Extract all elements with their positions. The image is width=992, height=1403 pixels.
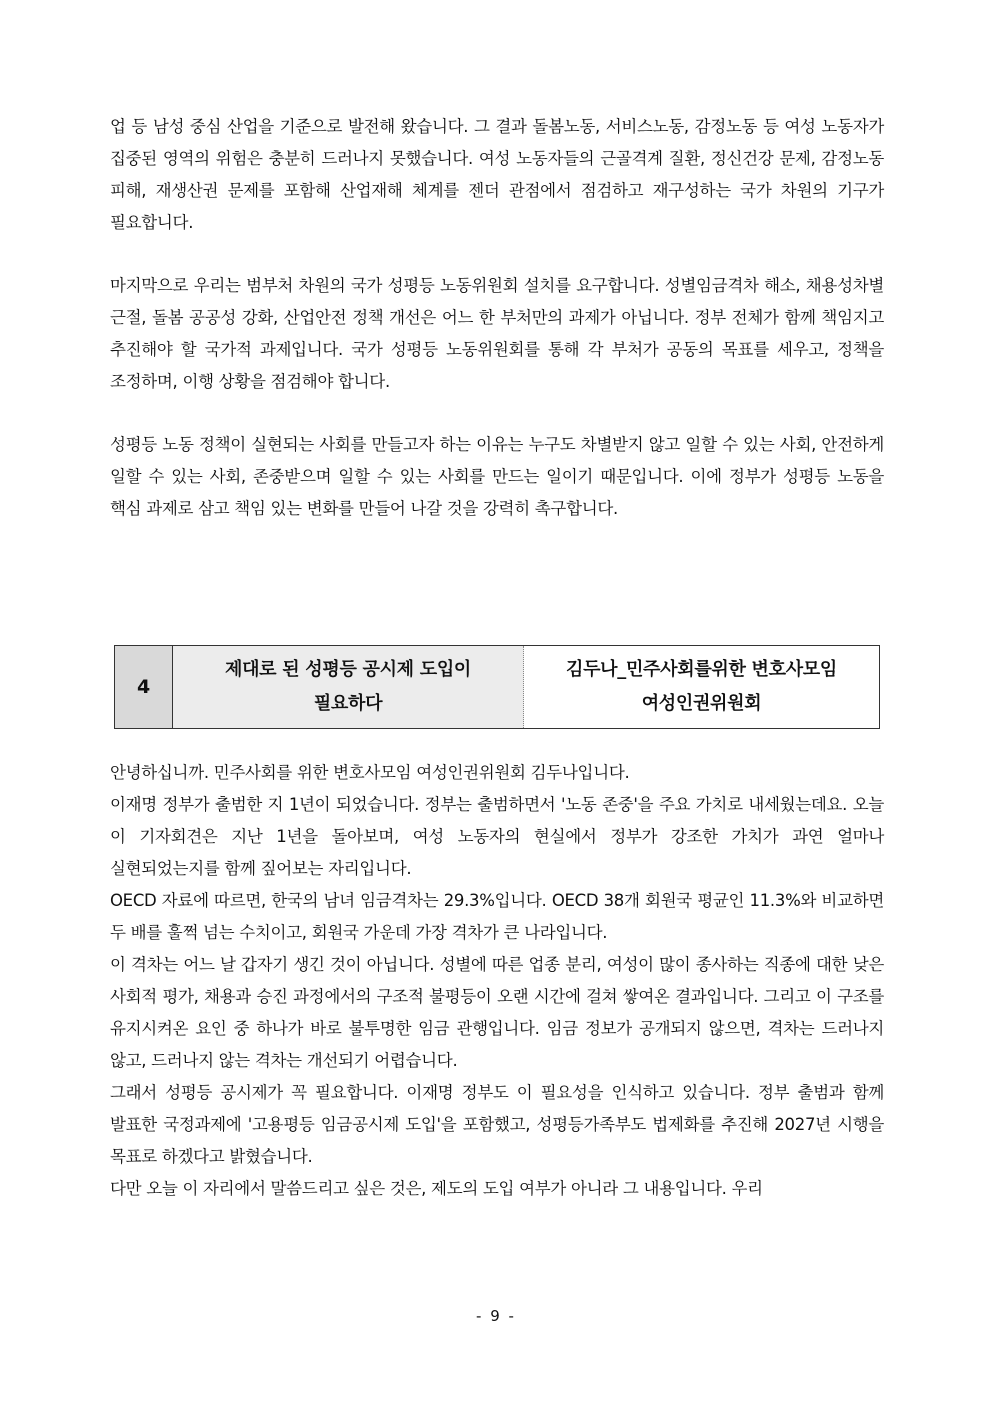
- speech-title-cell: [173, 646, 524, 729]
- paragraph: 안녕하십니까. 민주사회를 위한 변호사모임 여성인권위원회 김두나입니다.: [110, 763, 630, 782]
- paragraph: 이재명 정부가 출범한 지 1년이 되었습니다. 정부는 출범하면서 '노동 존중'을 주요 가치로 내세웠는데요. 오늘 이 기자회견은 지난 1년을 돌아보며, 여성 노동자의 현실에서 정부가 강조한 가치가 과연 얼마나 실현되었는지를 함께 짚어보는 자리입니다.: [110, 795, 884, 878]
- page-number: - 9 -: [476, 1307, 516, 1325]
- speaker-name-cell: [524, 646, 880, 729]
- paragraph: 그래서 성평등 공시제가 꼭 필요합니다. 이재명 정부도 이 필요성을 인식하고 있습니다. 정부 출범과 함께 발표한 국정과제에 '고용평등 임금공시제 도입'을 포함했고, 성평등가족부도 법제화를 추진해 2027년 시행을 목표로 하겠다고 밝혔습니다.: [110, 1083, 884, 1166]
- body-section-bottom: [110, 757, 884, 1205]
- speaker-info-table: [114, 645, 880, 729]
- paragraph: 마지막으로 우리는 범부처 차원의 국가 성평등 노동위원회 설치를 요구합니다. 성별임금격차 해소, 채용성차별 근절, 돌봄 공공성 강화, 산업안전 정책 개선은 어느 한 부처만의 과제가 아닙니다. 정부 전체가 함께 책임지고 추진해야 할 국가적 과제입니다. 국가 성평등 노동위원회를 통해 각 부처가 공동의 목표를 세우고, 정책을 조정하며, 이행 상황을 점검해야 합니다.: [110, 276, 884, 391]
- paragraph: 다만 오늘 이 자리에서 말씀드리고 싶은 것은, 제도의 도입 여부가 아니라 그 내용입니다. 우리: [110, 1179, 763, 1198]
- paragraph: 업 등 남성 중심 산업을 기준으로 발전해 왔습니다. 그 결과 돌봄노동, 서비스노동, 감정노동 등 여성 노동자가 집중된 영역의 위험은 충분히 드러나지 못했습니다. 여성 노동자들의 근골격계 질환, 정신건강 문제, 감정노동 피해, 재생산권 문제를 포함해 산업재해 체계를 젠더 관점에서 점검하고 재구성하는 국가 차원의 기구가 필요합니다.: [110, 117, 884, 232]
- speaker-name-line: 여성인권위원회: [641, 693, 762, 714]
- speech-title-line: 제대로 된 성평등 공시제 도입이: [224, 659, 471, 680]
- paragraph: OECD 자료에 따르면, 한국의 남녀 임금격차는 29.3%입니다. OECD 38개 회원국 평균인 11.3%와 비교하면 두 배를 훌쩍 넘는 수치이고, 회원국 가운데 가장 격차가 큰 나라입니다.: [110, 891, 884, 942]
- speaker-number-cell: [115, 646, 173, 729]
- speaker-name-line: 김두나_민주사회를위한 변호사모임: [566, 659, 837, 680]
- speech-title-line: 필요하다: [313, 693, 383, 714]
- paragraph: 이 격차는 어느 날 갑자기 생긴 것이 아닙니다. 성별에 따른 업종 분리, 여성이 많이 종사하는 직종에 대한 낮은 사회적 평가, 채용과 승진 과정에서의 구조적 불평등이 오랜 시간에 걸쳐 쌓여온 결과입니다. 그리고 이 구조를 유지시켜온 요인 중 하나가 바로 불투명한 임금 관행입니다. 임금 정보가 공개되지 않으면, 격차는 드러나지 않고, 드러나지 않는 격차는 개선되기 어렵습니다.: [110, 955, 884, 1070]
- speaker-number: 4: [137, 676, 150, 698]
- paragraph: 성평등 노동 정책이 실현되는 사회를 만들고자 하는 이유는 누구도 차별받지 않고 일할 수 있는 사회, 안전하게 일할 수 있는 사회, 존중받으며 일할 수 있는 사회를 만드는 일이기 때문입니다. 이에 정부가 성평등 노동을 핵심 과제로 삼고 책임 있는 변화를 만들어 나갈 것을 강력히 촉구합니다.: [110, 435, 884, 518]
- body-section-top: [110, 111, 884, 525]
